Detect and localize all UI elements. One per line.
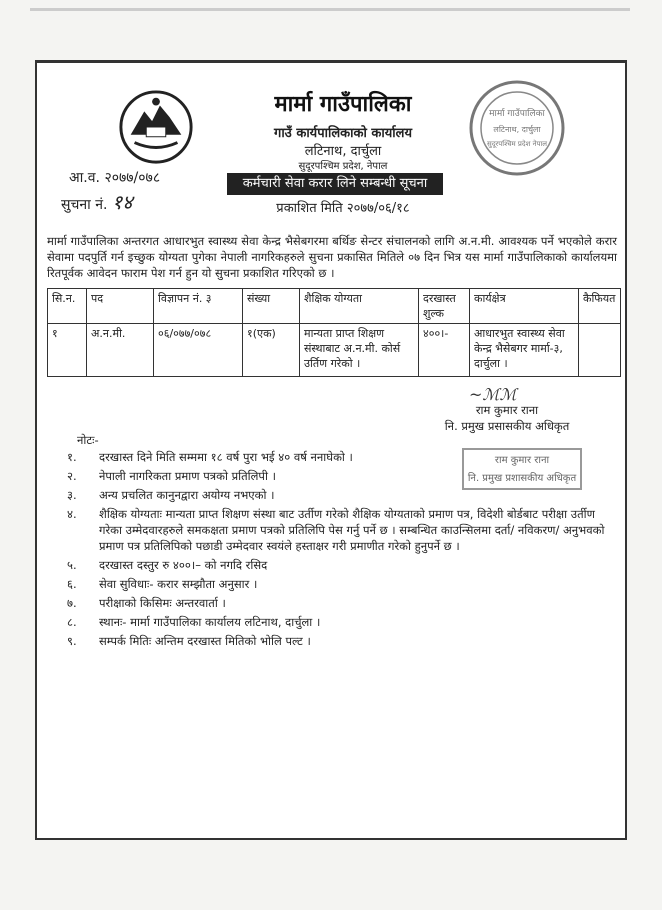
- list-item: [67, 614, 627, 630]
- signatory-name: राम कुमार राना: [475, 403, 539, 417]
- note-text: नेपाली नागरिकता प्रमाण पत्रको प्रतिलिपी ।: [99, 469, 276, 483]
- notes-list: [67, 449, 627, 652]
- table-cell: १: [48, 324, 87, 377]
- note-number: २.: [67, 469, 77, 483]
- col-header: संख्या: [243, 289, 300, 324]
- note-text: स्थानः- मार्मा गाउँपालिका कार्यालय लटिनाथ, दार्चुला ।: [99, 615, 321, 629]
- note-text: शैक्षिक योग्यताः मान्यता प्राप्त शिक्षण संस्था बाट उर्तीण गरेको शैक्षिक योग्यताको प्रमाण पत्र, विदेशी बोर्डबाट परीक्षा उर्तीण गरेका उम्मेदवारहरुले समकक्षता प्रमाण पत्रको प्रतिलिपि पेस गर्नु पर्ने छ । सम्बन्धित काउन्सिलमा दर्ता/ नविकरण/ अनुभवको प्रमाण पत्र प्रतिलिपिको पछाडी उम्मेदवार स्वयंले हस्ताक्षर गरी प्रमाणीत गरेको हुनुपर्ने छ ।: [99, 507, 605, 553]
- org-name: मार्मा गाउँपालिका: [274, 92, 412, 117]
- svg-text:मार्मा गाउँपालिका: मार्मा गाउँपालिका: [489, 109, 545, 119]
- note-number: ७.: [67, 596, 77, 610]
- notice-paragraph: मार्मा गाउँपालिका अन्तरगत आधारभुत स्वास्थ्य सेवा केन्द्र भैसेबगरमा बर्थिङ सेन्टर संचालनको लागि अ.न.मी. आवश्यक पर्ने भएकोले करार सेवामा पदपुर्ति गर्न इच्छुक योग्यता पुगेका नेपाली नागरिकहरुले सुचना प्रकासित मितिले ०७ दिन भित्र यस मार्मा गाउँपालिकाको कार्यालयमा रितपूर्वक आवेदन फाराम पेश गर्न हुन यो सुचना प्रकाशित गरिएको छ ।: [47, 234, 617, 280]
- svg-text:लटिनाथ, दार्चुला: लटिनाथ, दार्चुला: [493, 125, 541, 134]
- table-cell: आधारभुत स्वास्थ्य सेवा केन्द्र भैसेबगर मार्मा-३, दार्चुला ।: [470, 324, 579, 377]
- svg-text:सुदूरपश्चिम प्रदेश नेपाल: सुदूरपश्चिम प्रदेश नेपाल: [486, 140, 548, 148]
- vacancy-table: [47, 288, 621, 377]
- note-number: ४.: [67, 507, 77, 521]
- col-header: विज्ञापन नं. ३: [154, 289, 243, 324]
- col-header: शैक्षिक योग्यता: [300, 289, 419, 324]
- table-cell: १(एक): [243, 324, 300, 377]
- office-address: लटिनाथ, दार्चुला: [304, 144, 382, 159]
- table-header-row: [48, 289, 621, 324]
- note-number: १.: [67, 450, 77, 464]
- notes-label: नोटः-: [77, 433, 99, 447]
- col-header: कैफियत: [579, 289, 621, 324]
- stamp-name: राम कुमार राना: [494, 455, 550, 466]
- list-item: [67, 557, 627, 573]
- note-text: परीक्षाको किसिमः अन्तरवार्ता ।: [99, 596, 226, 610]
- table-cell: ४००।-: [419, 324, 470, 377]
- province-name: सुदूरपश्चिम प्रदेश, नेपाल: [298, 161, 388, 172]
- table-cell: मान्यता प्राप्त शिक्षण संस्थाबाट अ.न.मी. कोर्स उर्तिण गरेको ।: [300, 324, 419, 377]
- col-header: सि.न.: [48, 289, 87, 324]
- note-text: सेवा सुविधाः- करार सम्झौता अनुसार ।: [99, 577, 258, 591]
- note-number: ३.: [67, 488, 77, 502]
- stamp-title: नि. प्रमुख प्रशासकीय अधिकृत: [467, 473, 577, 484]
- col-header: दरखास्त शुल्क: [419, 289, 470, 324]
- table-cell: ०६/०७७/०७८: [154, 324, 243, 377]
- signature-scribble: ~ℳℳ: [469, 385, 517, 404]
- col-header: कार्यक्षेत्र: [470, 289, 579, 324]
- list-item: [67, 595, 627, 611]
- list-item: [67, 576, 627, 592]
- table-cell: [579, 324, 621, 377]
- published-date: प्रकाशित मिति २०७७/०६/१८: [276, 201, 410, 216]
- list-item: [67, 487, 627, 503]
- fiscal-year: आ.व. २०७७/०७८: [69, 170, 161, 186]
- note-number: ८.: [67, 615, 77, 629]
- list-item: [67, 633, 627, 649]
- note-number: ५.: [67, 558, 77, 572]
- col-header: पद: [87, 289, 154, 324]
- office-name: गाउँ कार्यपालिकाको कार्यालय: [274, 126, 412, 141]
- list-item: [67, 449, 627, 465]
- scan-top-edge: [30, 8, 630, 11]
- note-text: सम्पर्क मितिः अन्तिम दरखास्त मितिको भोलि पल्ट ।: [99, 634, 311, 648]
- list-item: [67, 506, 619, 554]
- note-number: ६.: [67, 577, 77, 591]
- note-text: अन्य प्रचलित कानुनद्वारा अयोग्य नभएको ।: [99, 488, 275, 502]
- notice-number-label: सुचना नं.: [61, 197, 108, 213]
- notice-number-value: १४: [111, 190, 133, 214]
- table-cell: अ.न.मी.: [87, 324, 154, 377]
- signatory-title: नि. प्रमुख प्रसासकीय अधिकृत: [444, 419, 570, 433]
- note-text: दरखास्त दस्तुर रु ४००।– को नगदि रसिद: [99, 558, 268, 572]
- list-item: [67, 468, 627, 484]
- table-row: [48, 324, 621, 377]
- notice-title: कर्मचारी सेवा करार लिने सम्बन्धी सूचना: [227, 173, 443, 195]
- note-text: दरखास्त दिने मिति सम्ममा १८ वर्ष पुरा भई ४० वर्ष ननाघेको ।: [99, 450, 353, 464]
- notice-page: [35, 60, 627, 840]
- note-number: ९.: [67, 634, 77, 648]
- notice-number: [61, 188, 133, 215]
